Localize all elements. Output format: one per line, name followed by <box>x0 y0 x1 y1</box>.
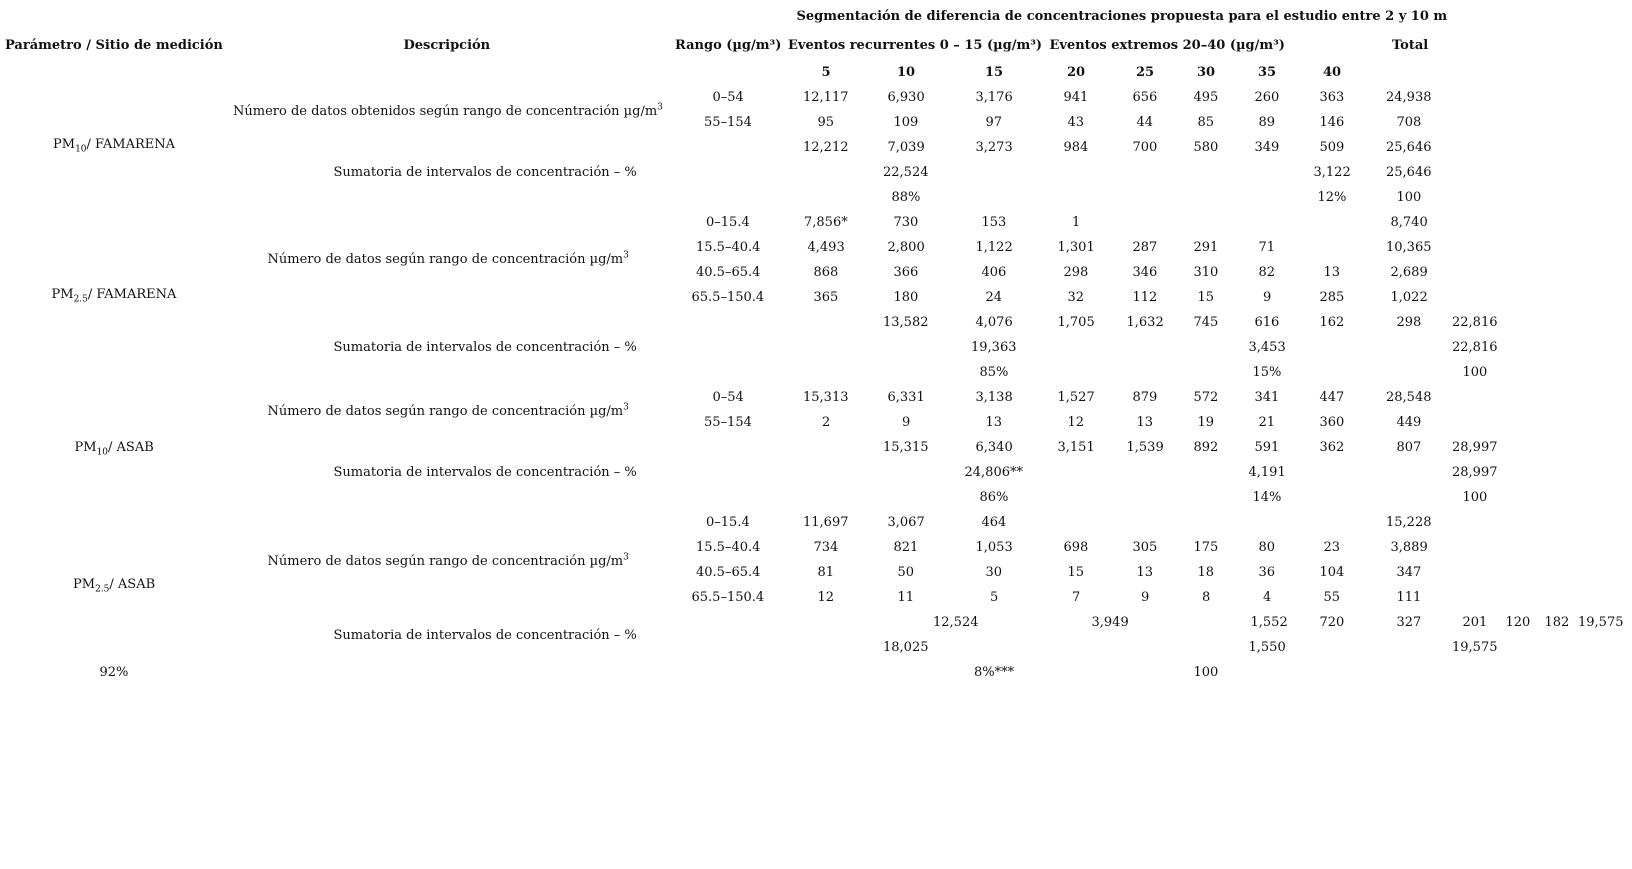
table-cell: 15.5–40.4 <box>696 240 761 255</box>
table-cell: 360 <box>1319 415 1345 430</box>
table-cell: 1,705 <box>1057 315 1095 330</box>
table-cell: 15,313 <box>803 390 849 405</box>
table-cell: 807 <box>1396 440 1422 455</box>
table-cell: 13,582 <box>883 315 929 330</box>
table-cell: 86% <box>979 490 1009 505</box>
table-cell: 0–15.4 <box>706 515 750 530</box>
table-cell: 3,889 <box>1390 540 1428 555</box>
subheader-30: 30 <box>1197 65 1216 80</box>
table-cell: 1,053 <box>975 540 1013 555</box>
table-cell: 347 <box>1396 565 1422 580</box>
table-cell: 111 <box>1396 590 1422 605</box>
table-cell: 9 <box>1263 290 1272 305</box>
table-cell: 40.5–65.4 <box>696 565 761 580</box>
subheader-35: 35 <box>1258 65 1277 80</box>
table-cell: 509 <box>1319 140 1345 155</box>
table-cell: 14% <box>1252 490 1282 505</box>
table-cell: 71 <box>1258 240 1276 255</box>
table-cell: 85% <box>979 365 1009 380</box>
table-cell: 21 <box>1258 415 1276 430</box>
table-cell: 18 <box>1197 565 1215 580</box>
subheader-40: 40 <box>1323 65 1342 80</box>
table-cell: 15 <box>1067 565 1085 580</box>
table-cell: 109 <box>893 115 919 130</box>
table-cell: 3,176 <box>975 90 1013 105</box>
table-cell: 0–15.4 <box>706 215 750 230</box>
description-sum: Sumatoria de intervalos de concentración – % <box>333 465 637 480</box>
table-cell: 175 <box>1193 540 1219 555</box>
table-cell: 30 <box>985 565 1003 580</box>
table-cell: 3,453 <box>1248 340 1286 355</box>
table-cell: 591 <box>1254 440 1280 455</box>
table-cell: 734 <box>813 540 839 555</box>
table-cell: 363 <box>1319 90 1345 105</box>
table-cell: 730 <box>893 215 919 230</box>
subheader-10: 10 <box>897 65 916 80</box>
table-cell: 3,067 <box>887 515 925 530</box>
header-description: Descripción <box>403 38 491 53</box>
table-cell: 15,315 <box>883 440 929 455</box>
table-cell: 1,539 <box>1126 440 1164 455</box>
table-cell: 97 <box>985 115 1003 130</box>
site-label: $PM_{2.5}/$ FAMARENA <box>51 287 177 305</box>
table-cell: 341 <box>1254 390 1280 405</box>
table-cell: 0–54 <box>712 390 744 405</box>
table-cell: 10,365 <box>1386 240 1432 255</box>
table-cell: 88% <box>891 190 921 205</box>
table-cell: 6,331 <box>887 390 925 405</box>
table-cell: 616 <box>1254 315 1280 330</box>
table-cell: 4,076 <box>975 315 1013 330</box>
table-cell: 55 <box>1323 590 1341 605</box>
table-cell: 13 <box>1136 415 1154 430</box>
table-cell: 55–154 <box>704 115 752 130</box>
table-cell: 6,930 <box>887 90 925 105</box>
table-cell: 13 <box>985 415 1003 430</box>
table-cell: 291 <box>1193 240 1219 255</box>
table-cell: 3,122 <box>1313 165 1351 180</box>
table-cell: 81 <box>817 565 835 580</box>
table-cell: 1,527 <box>1057 390 1095 405</box>
table-cell: 19,575 <box>1452 640 1498 655</box>
table-cell: 22,816 <box>1452 315 1498 330</box>
table-cell: 580 <box>1193 140 1219 155</box>
subheader-15: 15 <box>985 65 1004 80</box>
table-cell: 18,025 <box>883 640 929 655</box>
table-cell: 15.5–40.4 <box>696 540 761 555</box>
table-cell: 24,806** <box>964 465 1023 480</box>
table-cell: 287 <box>1132 240 1158 255</box>
subheader-25: 25 <box>1136 65 1155 80</box>
table-cell: 349 <box>1254 140 1280 155</box>
table-cell: 12 <box>817 590 835 605</box>
table-cell: 365 <box>813 290 839 305</box>
description-sum: Sumatoria de intervalos de concentración – % <box>333 165 637 180</box>
table-cell: 4 <box>1263 590 1272 605</box>
table-cell: 260 <box>1254 90 1280 105</box>
table-cell: 868 <box>813 265 839 280</box>
table-cell: 153 <box>981 215 1007 230</box>
table-cell: 1,552 <box>1250 615 1288 630</box>
description-sum: Sumatoria de intervalos de concentración – % <box>333 628 637 643</box>
table-cell: 32 <box>1067 290 1085 305</box>
table-cell: 15% <box>1252 365 1282 380</box>
table-cell: 100 <box>1396 190 1422 205</box>
table-cell: 656 <box>1132 90 1158 105</box>
table-cell: 11 <box>897 590 915 605</box>
header-recurrent: Eventos recurrentes 0 – 15 (µg/m³) <box>788 38 1043 53</box>
description-count: Número de datos según rango de concentración $\mu g/m^3$ <box>267 402 629 419</box>
table-cell: 180 <box>893 290 919 305</box>
table-cell: 22,816 <box>1452 340 1498 355</box>
table-cell: 100 <box>1193 665 1219 680</box>
table-cell: 28,997 <box>1452 440 1498 455</box>
table-cell: 11,697 <box>803 515 849 530</box>
table-cell: 3,151 <box>1057 440 1095 455</box>
table-cell: 464 <box>981 515 1007 530</box>
table-cell: 95 <box>817 115 835 130</box>
table-cell: 162 <box>1319 315 1345 330</box>
header-total: Total <box>1392 38 1429 53</box>
table-cell: 65.5–150.4 <box>691 590 765 605</box>
table-cell: 12,117 <box>803 90 849 105</box>
table-cell: 7,039 <box>887 140 925 155</box>
table-cell: 1 <box>1072 215 1081 230</box>
table-cell: 2,689 <box>1390 265 1428 280</box>
table-cell: 745 <box>1193 315 1219 330</box>
table-cell: 9 <box>902 415 911 430</box>
table-cell: 572 <box>1193 390 1219 405</box>
table-cell: 8%*** <box>974 665 1015 680</box>
table-cell: 0–54 <box>712 90 744 105</box>
table-cell: 6,340 <box>975 440 1013 455</box>
table-cell: 1,550 <box>1248 640 1286 655</box>
table-cell: 4,493 <box>807 240 845 255</box>
table-cell: 40.5–65.4 <box>696 265 761 280</box>
table-cell: 346 <box>1132 265 1158 280</box>
table-cell: 12% <box>1317 190 1347 205</box>
table-cell: 82 <box>1258 265 1276 280</box>
table-cell: 449 <box>1396 415 1422 430</box>
table-cell: 85 <box>1197 115 1215 130</box>
table-cell: 984 <box>1063 140 1089 155</box>
table-cell: 15 <box>1197 290 1215 305</box>
table-cell: 2,800 <box>887 240 925 255</box>
table-cell: 3,949 <box>1091 615 1129 630</box>
table-cell: 112 <box>1132 290 1158 305</box>
table-cell: 182 <box>1544 615 1570 630</box>
table-cell: 5 <box>990 590 999 605</box>
table-cell: 3,273 <box>975 140 1013 155</box>
table-cell: 50 <box>897 565 915 580</box>
table-cell: 44 <box>1136 115 1154 130</box>
table-cell: 821 <box>893 540 919 555</box>
table-cell: 892 <box>1193 440 1219 455</box>
table-cell: 3,138 <box>975 390 1013 405</box>
table-cell: 12,524 <box>933 615 979 630</box>
table-cell: 406 <box>981 265 1007 280</box>
table-cell: 19,363 <box>971 340 1017 355</box>
table-cell: 7 <box>1072 590 1081 605</box>
subheader-20: 20 <box>1067 65 1086 80</box>
table-cell: 305 <box>1132 540 1158 555</box>
table-cell: 4,191 <box>1248 465 1286 480</box>
table-cell: 80 <box>1258 540 1276 555</box>
table-cell: 146 <box>1319 115 1345 130</box>
table-cell: 12 <box>1067 415 1085 430</box>
table-cell: 24,938 <box>1386 90 1432 105</box>
table-cell: 55–154 <box>704 415 752 430</box>
description-sum: Sumatoria de intervalos de concentración – % <box>333 340 637 355</box>
table-cell: 100 <box>1462 490 1488 505</box>
site-label: $PM_{2.5}/$ ASAB <box>73 577 156 595</box>
table-cell: 201 <box>1462 615 1488 630</box>
header-range: Rango (µg/m³) <box>675 38 782 53</box>
table-cell: 698 <box>1063 540 1089 555</box>
table-cell: 8,740 <box>1390 215 1428 230</box>
table-cell: 65.5–150.4 <box>691 290 765 305</box>
table-cell: 104 <box>1319 565 1345 580</box>
table-cell: 120 <box>1505 615 1531 630</box>
table-cell: 92% <box>99 665 129 680</box>
table-cell: 100 <box>1462 365 1488 380</box>
table-cell: 298 <box>1063 265 1089 280</box>
table-cell: 25,646 <box>1386 140 1432 155</box>
table-cell: 25,646 <box>1386 165 1432 180</box>
header-parameter: Parámetro / Sitio de medición <box>5 38 223 53</box>
table-cell: 285 <box>1319 290 1345 305</box>
table-cell: 1,632 <box>1126 315 1164 330</box>
table-cell: 879 <box>1132 390 1158 405</box>
table-cell: 13 <box>1323 265 1341 280</box>
table-cell: 2 <box>822 415 831 430</box>
table-cell: 1,301 <box>1057 240 1095 255</box>
description-count: Número de datos obtenidos según rango de concentración $\mu g/m^3$ <box>233 102 663 119</box>
table-title: Segmentación de diferencia de concentraciones propuesta para el estudio entre 2 y 10 m <box>796 9 1448 24</box>
table-cell: 36 <box>1258 565 1276 580</box>
table-cell: 23 <box>1323 540 1341 555</box>
table-cell: 28,548 <box>1386 390 1432 405</box>
table-cell: 708 <box>1396 115 1422 130</box>
table-cell: 366 <box>893 265 919 280</box>
table-cell: 298 <box>1396 315 1422 330</box>
table-cell: 15,228 <box>1386 515 1432 530</box>
site-label: $PM_{10}/$ FAMARENA <box>53 137 176 155</box>
table-cell: 9 <box>1141 590 1150 605</box>
table-cell: 495 <box>1193 90 1219 105</box>
table-cell: 7,856* <box>804 215 848 230</box>
table-cell: 447 <box>1319 390 1345 405</box>
table-cell: 310 <box>1193 265 1219 280</box>
table-cell: 1,122 <box>975 240 1013 255</box>
table-cell: 89 <box>1258 115 1276 130</box>
table-cell: 24 <box>985 290 1003 305</box>
table-cell: 362 <box>1319 440 1345 455</box>
table-cell: 8 <box>1202 590 1211 605</box>
table-cell: 22,524 <box>883 165 929 180</box>
table-cell: 19,575 <box>1578 615 1624 630</box>
table-cell: 28,997 <box>1452 465 1498 480</box>
description-count: Número de datos según rango de concentración $\mu g/m^3$ <box>267 552 629 569</box>
subheader-5: 5 <box>821 65 831 80</box>
table-cell: 12,212 <box>803 140 849 155</box>
table-cell: 13 <box>1136 565 1154 580</box>
table-cell: 700 <box>1132 140 1158 155</box>
table-cell: 19 <box>1197 415 1215 430</box>
table-cell: 941 <box>1063 90 1089 105</box>
table-cell: 1,022 <box>1390 290 1428 305</box>
table-cell: 720 <box>1319 615 1345 630</box>
table-cell: 43 <box>1067 115 1085 130</box>
header-extreme: Eventos extremos 20–40 (µg/m³) <box>1049 38 1285 53</box>
table-cell: 327 <box>1396 615 1422 630</box>
description-count: Número de datos según rango de concentración $\mu g/m^3$ <box>267 250 629 267</box>
site-label: $PM_{10}/$ ASAB <box>74 440 154 458</box>
